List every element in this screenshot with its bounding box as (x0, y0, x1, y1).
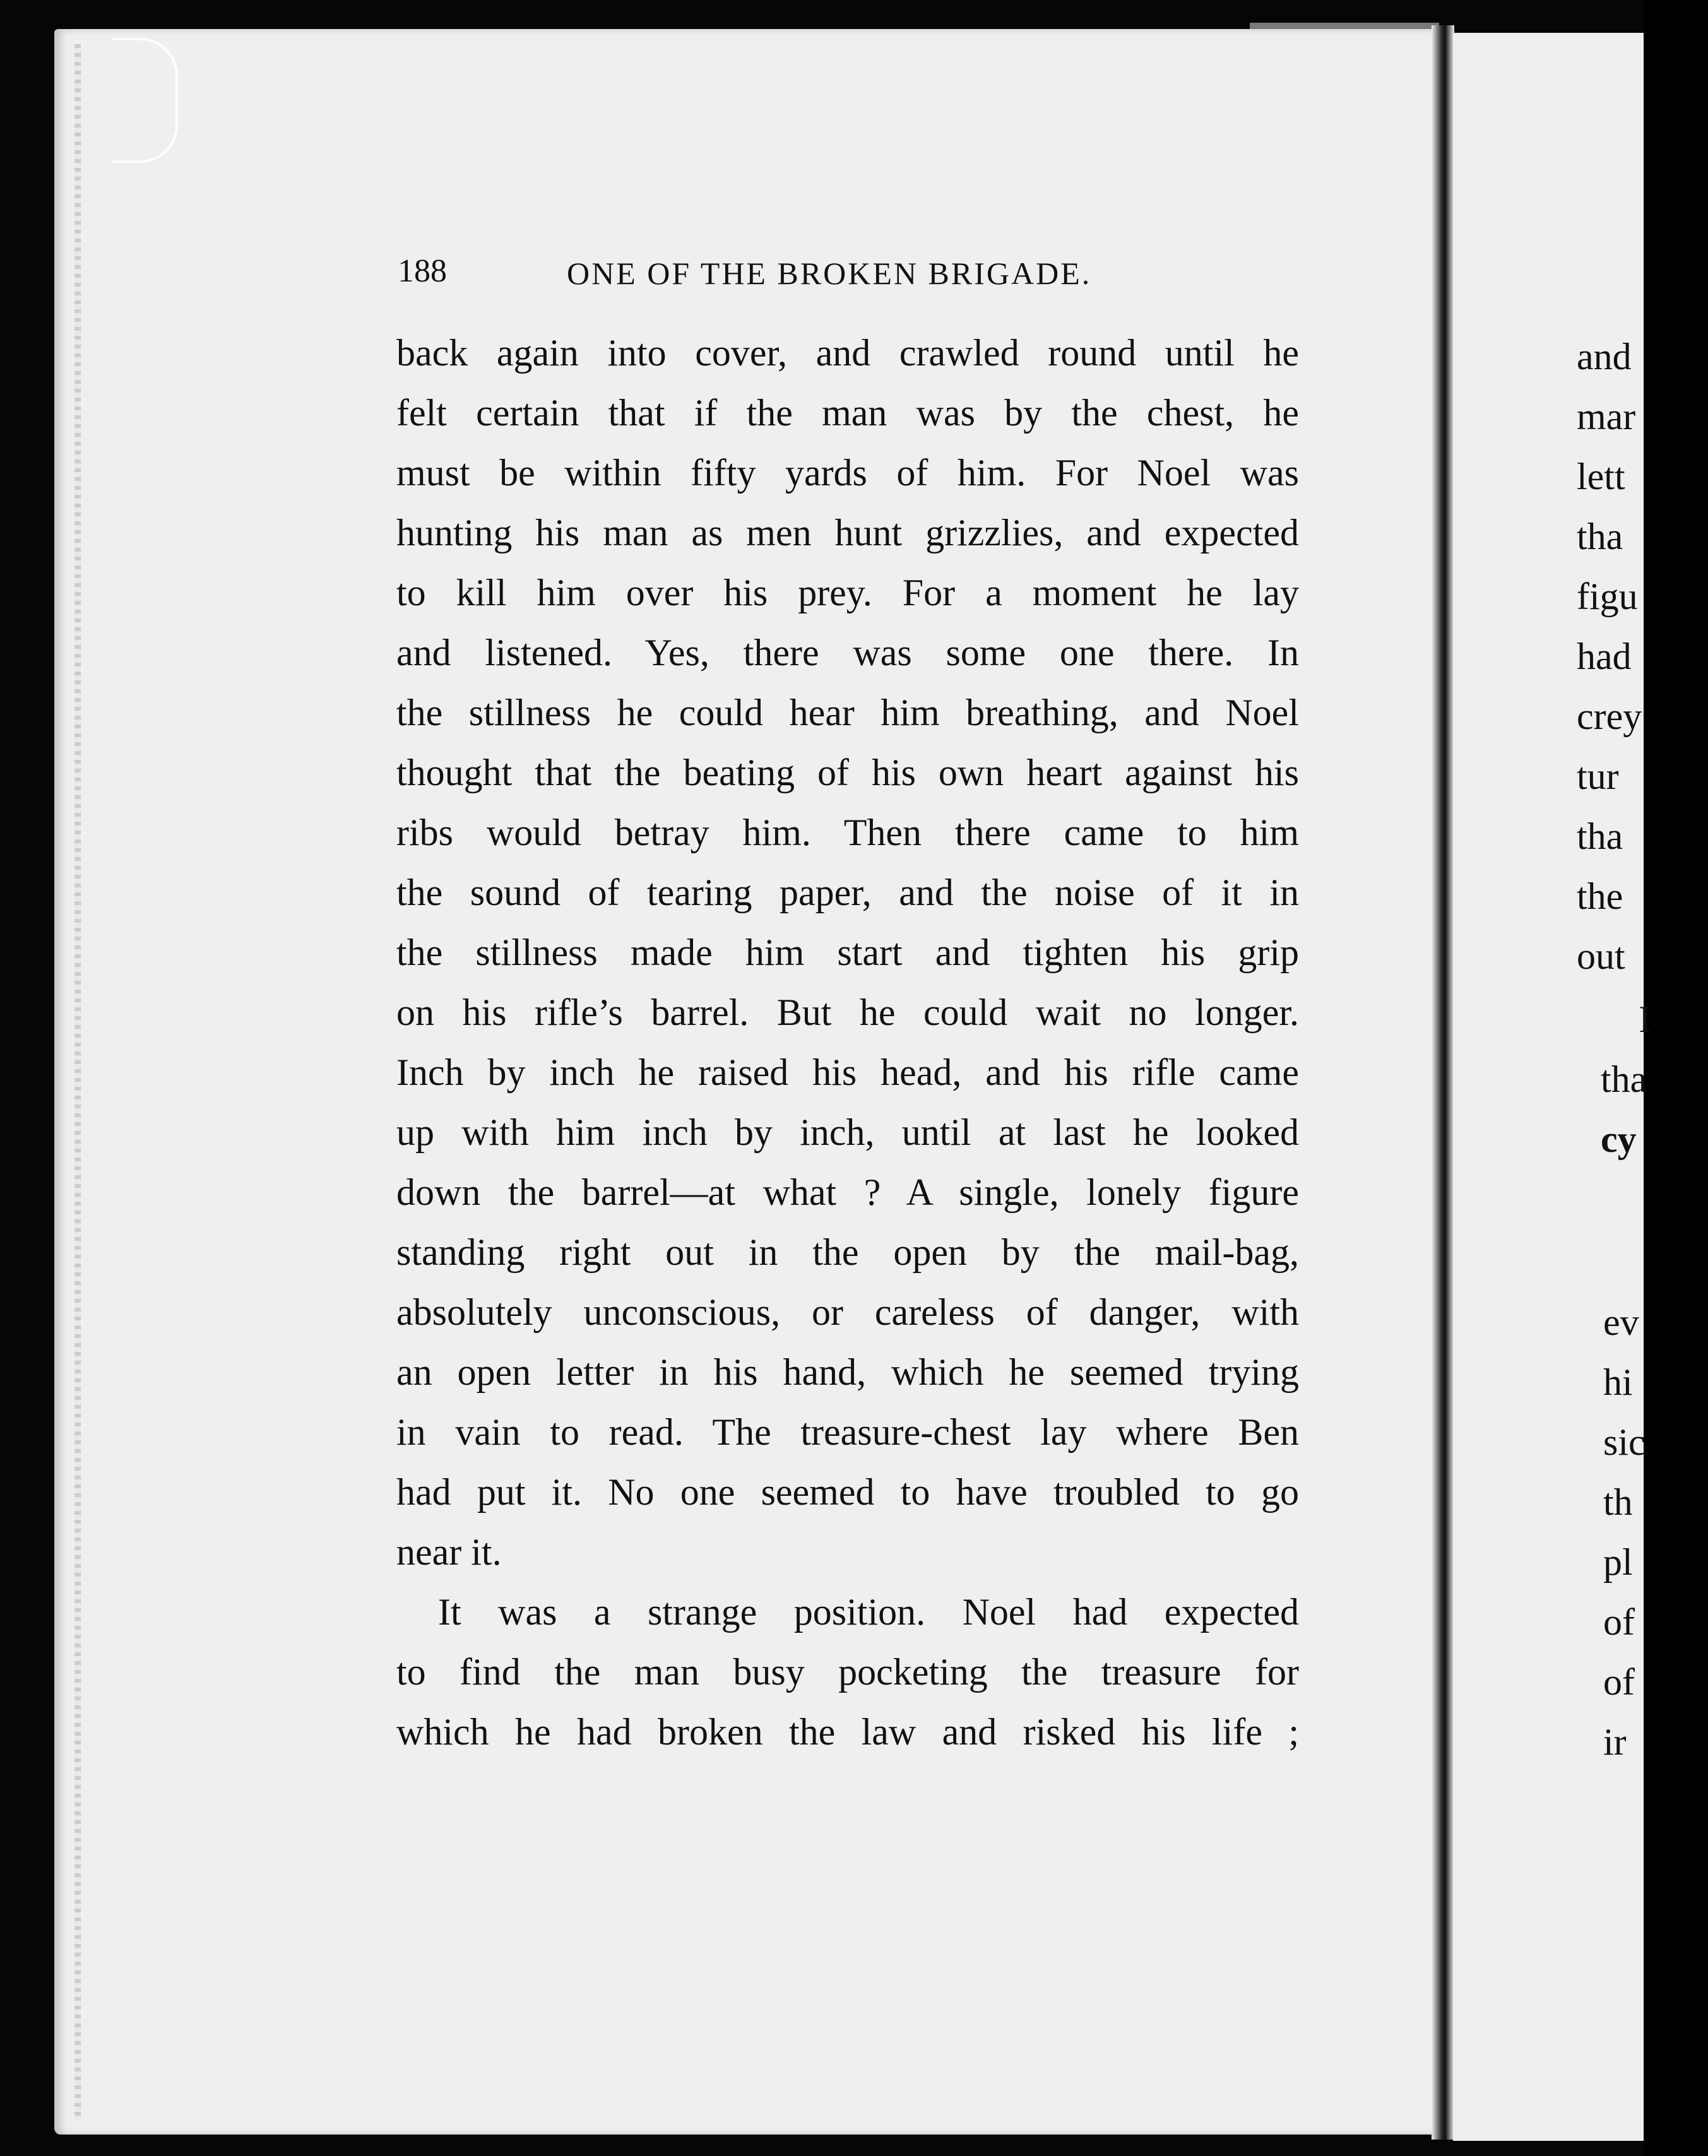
right-page-fragment: th (1603, 1481, 1633, 1523)
right-page-fragment: and (1577, 336, 1632, 377)
right-page-fragment: of (1603, 1601, 1635, 1643)
text-line: back again into cover, and crawled round until he (396, 332, 1299, 374)
text-line: Inch by inch he raised his head, and his rifle came (396, 1051, 1299, 1093)
right-page-fragment: sic (1603, 1421, 1646, 1463)
text-line: standing right out in the open by the mail-bag, (396, 1231, 1299, 1273)
text-line: and listened. Yes, there was some one there. In (396, 632, 1299, 673)
text-line-paragraph-start: It was a strange position. Noel had expected (438, 1591, 1299, 1633)
left-page-edge (74, 44, 81, 2121)
right-page-fragment: lett (1577, 456, 1625, 497)
right-page-fragment: I (1639, 998, 1651, 1040)
text-line: down the barrel—at what ? A single, lonely figure (396, 1171, 1299, 1213)
right-page-fragment: crey (1577, 696, 1642, 737)
right-page-fragment: of (1603, 1661, 1635, 1703)
right-page-fragment: pl (1603, 1541, 1633, 1583)
paper-corner-mark (112, 38, 178, 163)
running-head (398, 252, 1344, 303)
right-page-fragment: ir (1603, 1721, 1627, 1763)
right-page-fragment: cy (1601, 1118, 1637, 1160)
right-page-fragment: tha (1577, 516, 1623, 557)
text-line: to kill him over his prey. For a moment he lay (396, 572, 1299, 613)
right-page-fragment: tha (1577, 815, 1623, 857)
right-page-fragment: mar (1577, 396, 1636, 437)
right-page-fragment: figu (1577, 576, 1638, 617)
text-line: the sound of tearing paper, and the noise of it in (396, 872, 1299, 913)
text-line: the stillness made him start and tighten his grip (396, 932, 1299, 973)
right-page-fragment: tur (1577, 755, 1619, 797)
text-line: had put it. No one seemed to have troubled to go (396, 1471, 1299, 1513)
page-number: 188 (398, 253, 447, 289)
text-line: absolutely unconscious, or careless of danger, with (396, 1291, 1299, 1333)
text-line: up with him inch by inch, until at last he looked (396, 1111, 1299, 1153)
right-page-fragment: had (1577, 636, 1632, 677)
right-page-fragment: hi (1603, 1361, 1633, 1403)
text-line: thought that the beating of his own heart against his (396, 752, 1299, 793)
right-page-fragment: out (1577, 935, 1625, 977)
text-line: on his rifle’s barrel. But he could wait no longer. (396, 992, 1299, 1033)
text-line: ribs would betray him. Then there came to him (396, 812, 1299, 853)
text-line: felt certain that if the man was by the chest, he (396, 392, 1299, 434)
text-line: the stillness he could hear him breathing, and Noel (396, 692, 1299, 733)
right-page-fragment: tha (1601, 1058, 1647, 1100)
text-line-paragraph-end: near it. (396, 1531, 502, 1573)
text-line: to find the man busy pocketing the treasure for (396, 1651, 1299, 1693)
text-line: in vain to read. The treasure-chest lay where Ben (396, 1411, 1299, 1453)
body-text (396, 323, 1299, 1762)
right-page-fragment: the (1577, 875, 1623, 917)
right-page-fragment: ev (1603, 1301, 1639, 1343)
book-gutter (1432, 25, 1454, 2140)
text-line: an open letter in his hand, which he seemed trying (396, 1351, 1299, 1393)
text-line: which he had broken the law and risked his life ; (396, 1711, 1299, 1753)
text-line: must be within fifty yards of him. For Noel was (396, 452, 1299, 494)
running-title: ONE OF THE BROKEN BRIGADE. (567, 256, 1092, 291)
text-line: hunting his man as men hunt grizzlies, and expected (396, 512, 1299, 554)
